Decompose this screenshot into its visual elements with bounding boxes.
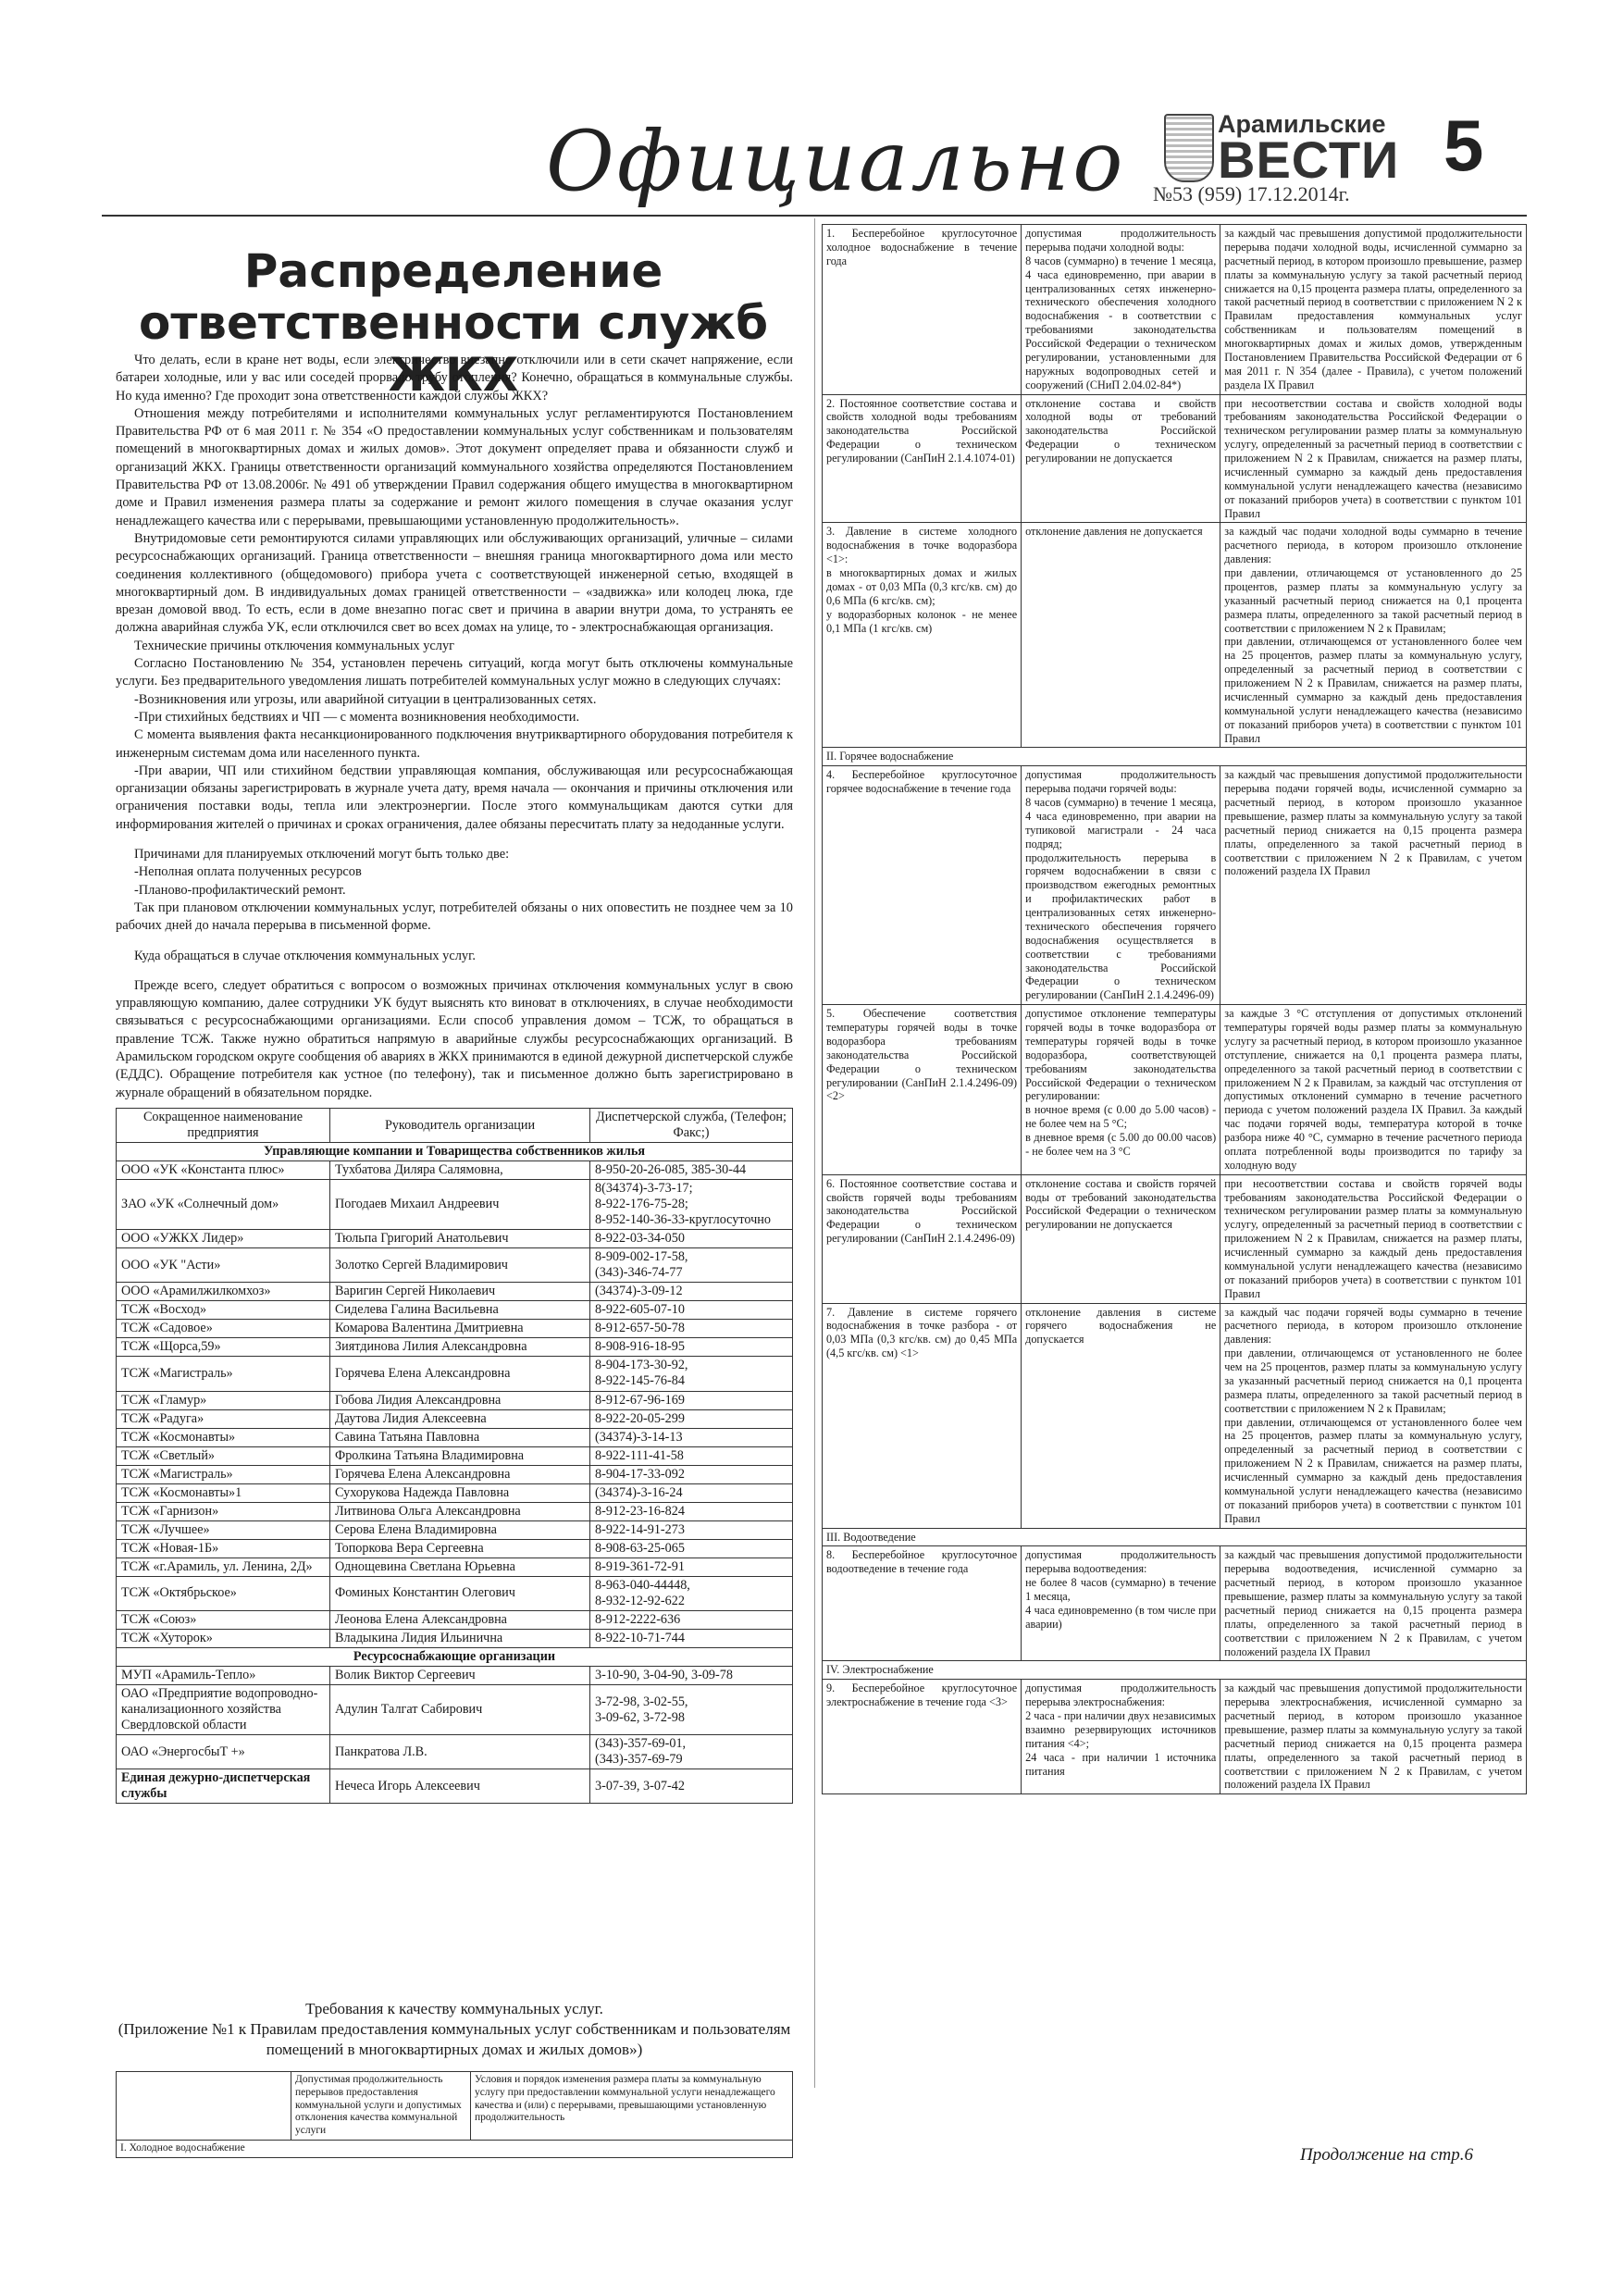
table-cell: Зиятдинова Лилия Александровна	[330, 1338, 590, 1357]
table-cell: Волик Виктор Сергеевич	[330, 1666, 590, 1684]
paragraph: Причинами для планируемых отключений могут быть только две:	[134, 847, 510, 863]
table-cell: Условия и порядок изменения размера платы за коммунальную услугу при предоставлении коммунальной услуги ненадлежащего качества и (или) с перерывами, превышающими установленную продолжительность	[471, 2072, 793, 2141]
issue-number: №53 (959) 17.12.2014г.	[1153, 182, 1350, 205]
table-row	[117, 1446, 793, 1465]
table-cell: 3-07-39, 3-07-42	[590, 1769, 793, 1804]
table-row	[823, 766, 1527, 1005]
table-cell: Однощевина Светлана Юрьевна	[330, 1558, 590, 1576]
table-cell: МУП «Арамиль-Тепло»	[117, 1666, 330, 1684]
table-row	[117, 1685, 793, 1735]
paragraph: -При аварии, ЧП или стихийном бедствии управляющая компания, обслуживающая или ресурсоснабжающая организации обязаны зарегистрировать в журнале учета дату, время начала — окончания и причины отключения или ограничения поставки воды, тепла или электроэнергии. После этого коммунальщикам даются сутки для информирования жителей о причинах и сроках ограничения, далее обязаны пересчитать плату за недоданные услуги.	[116, 763, 793, 832]
table-row	[117, 1338, 793, 1357]
table-row	[117, 1769, 793, 1804]
logo-top-text: Арамильские	[1218, 110, 1386, 138]
table-cell: 4. Бесперебойное круглосуточное горячее водоснабжение в течение года	[823, 766, 1022, 1005]
requirements-title	[116, 1999, 793, 2059]
table-row	[117, 1161, 793, 1180]
table-row	[117, 1180, 793, 1230]
table-cell: 3-72-98, 3-02-55, 3-09-62, 3-72-98	[590, 1685, 793, 1735]
paragraph: Что делать, если в кране нет воды, если электричество внезапно отключили или в сети скачет напряжение, если батареи холодные, или у вас или соседей прорвало трубу отопления? Конечно, обращаться в коммунальные службы. Но куда именно? Где проходит зона ответственности каждой службы ЖКХ?	[116, 353, 793, 403]
paragraph: Прежде всего, следует обратиться с вопросом о возможных причинах отключения коммунальных услуг в свою управляющую компанию, далее сотрудники УК будут выяснять кто виноват в отключениях, в случае необходимости связываться с ресурсоснабжающими организациями. Если способ управления домом – ТСЖ, то обращаться в правление ТСЖ. Также нужно обратиться напрямую в аварийные службы ресурсоснабжающих организаций. В Арамильском городском округе сообщения об авариях в ЖКХ принимаются в единой дежурной диспетчерской службе (ЕДДС). Обращение потребителя как устное (по телефону), так и письменное должно быть зарегистрировано в журнале обращений в обязательном порядке.	[116, 977, 793, 1100]
table-cell: 8-909-002-17-58, (343)-346-74-77	[590, 1248, 793, 1283]
table-row	[117, 1520, 793, 1539]
table-cell: 8. Бесперебойное круглосуточное водоотведение в течение года	[823, 1546, 1022, 1661]
table-cell: 8-912-2222-636	[590, 1610, 793, 1629]
coat-of-arms-icon	[1164, 114, 1214, 182]
table-cell: за каждый час превышения допустимой продолжительности перерыва подачи горячей воды, исчисленной суммарно за расчетный период, в котором произошло указанное превышение, размер платы за коммунальную услугу за такой расчетный период снижается на 0,15 процента размера платы, определенного за такой расчетный период в соответствии с приложением N 2 к Правилам, с учетом положений раздела IX Правил	[1220, 766, 1527, 1005]
table-cell: за каждый час превышения допустимой продолжительности перерыва электроснабжения, исчисленной суммарно за расчетный период, в котором произошло указанное превышение, размер платы за коммунальную услугу за такой расчетный период снижается на 0,15 процента размера платы, определенного за такой расчетный период в соответствии с приложением N 2 к Правилам, с учетом положений раздела IX Правил	[1220, 1680, 1527, 1794]
table-row	[117, 1610, 793, 1629]
table-cell: (34374)-3-16-24	[590, 1483, 793, 1502]
table-cell: Горячева Елена Александровна	[330, 1357, 590, 1391]
table-row	[117, 1629, 793, 1647]
table-row	[117, 1409, 793, 1428]
table-cell: 3-10-90, 3-04-90, 3-09-78	[590, 1666, 793, 1684]
table-cell: ТСЖ «Магистраль»	[117, 1465, 330, 1483]
table-cell: 8-908-63-25-065	[590, 1539, 793, 1558]
table-section: IV. Электроснабжение	[823, 1661, 1527, 1680]
requirements-line-2: (Приложение №1 к Правилам предоставления коммунальных услуг собственникам и пользователям помещений в многоквартирных домах и жилых домов»)	[118, 2019, 791, 2058]
table-cell: Даутова Лидия Алексеевна	[330, 1409, 590, 1428]
table-cell: ТСЖ «Новая-1Б»	[117, 1539, 330, 1558]
table-cell: 3. Давление в системе холодного водоснабжения в точке водоразбора <1>: в многоквартирных домах и жилых домах - от 0,03 МПа (0,3 кгс/кв. см) до 0,6 МПа (6 кгс/кв. см); у водоразборных колонок - не менее 0,1 МПа (1 кгс/кв. см)	[823, 523, 1022, 748]
table-cell: Золотко Сергей Владимирович	[330, 1248, 590, 1283]
table-cell: отклонение давления не допускается	[1022, 523, 1220, 748]
table-cell: 8-922-111-41-58	[590, 1446, 793, 1465]
table-cell: допустимая продолжительность перерыва подачи горячей воды: 8 часов (суммарно) в течение 1 месяца, 4 часа единовременно, при аварии на тупиковой магистрали - 24 часа подряд; продолжительность перерыва в горячем водоснабжении в связи с производством ежегодных ремонтных и профилактических работ в централизованных сетях инженерно-технического обеспечения горячего водоснабжения осуществляется в соответствии с требованиями законодательства Российской Федерации о техническом регулировании (СанПиН 2.1.4.2496-09)	[1022, 766, 1220, 1005]
paragraph: Куда обращаться в случае отключения коммунальных услуг.	[134, 948, 476, 963]
table-row	[117, 1666, 793, 1684]
table-section: III. Водоотведение	[823, 1528, 1527, 1546]
paragraph: -Неполная оплата полученных ресурсов	[134, 864, 362, 880]
paragraph: -При стихийных бедствиях и ЧП — с момента возникновения необходимости.	[134, 709, 580, 725]
table-cell: ОАО «ЭнергосбыТ +»	[117, 1735, 330, 1769]
table-cell	[117, 2072, 291, 2141]
table-cell: отклонение давления в системе горячего водоснабжения не допускается	[1022, 1303, 1220, 1528]
table-section: I. Холодное водоснабжение	[117, 2140, 793, 2157]
table-cell: ТСЖ «Октябрьское»	[117, 1576, 330, 1610]
table-cell: 2. Постоянное соответствие состава и свойств холодной воды требованиям законодательства Российской Федерации о техническом регулировании (СанПиН 2.1.4.1074-01)	[823, 394, 1022, 523]
table-cell: Единая дежурно-диспетчерская службы	[117, 1769, 330, 1804]
paragraph: -Возникновения или угрозы, или аварийной ситуации в централизованных сетях.	[134, 691, 597, 707]
paragraph: Отношения между потребителями и исполнителями коммунальных услуг регламентируются Постановлением Правительства РФ от 6 мая 2011 г. № 354 «О предоставлении коммунальных услуг собственникам и пользователям помещений в многоквартирных домах и жилых домов». Этот документ определяет права и обязанности служб и организаций ЖКХ. Границы ответственности организаций коммунального хозяйства определяются Постановлением Правительства РФ от 13.08.2006г. № 491 об утверждении Правил содержания общего имущества в многоквартирном доме и Правил изменения размера платы за содержание и ремонт жилого помещения в случае оказания услуг ненадлежащего качества или с перерывами, превышающими установленную продолжительность».	[116, 405, 793, 528]
table-row	[117, 1357, 793, 1391]
table-cell: 8-919-361-72-91	[590, 1558, 793, 1576]
table-section-row	[117, 1143, 793, 1161]
table-row	[117, 1301, 793, 1320]
requirements-table	[822, 224, 1527, 1794]
table-cell: ТСЖ «Хуторок»	[117, 1629, 330, 1647]
table-cell: 8-912-23-16-824	[590, 1502, 793, 1520]
column-header: Диспетчерской служба, (Телефон; Факс;)	[590, 1109, 793, 1143]
table-cell: Панкратова Л.В.	[330, 1735, 590, 1769]
column-header: Руководитель организации	[330, 1109, 590, 1143]
table-section-row	[117, 1647, 793, 1666]
table-cell: за каждый час подачи горячей воды суммарно в течение расчетного периода, в котором произошло отклонение давления: при давлении, отличающемся от установленного не более чем на 25 процентов, размер платы за коммунальную услугу за указанный расчетный период снижается на 0,1 процента размера платы, определенного за такой расчетный период в соответствии с приложением N 2 к Правилам; при давлении, отличающемся от установленного более чем на 25 процентов, размер платы за коммунальную услугу, определенный за расчетный период в соответствии с приложением N 2 к Правилам, снижается на размер платы, исчисленный суммарно за каждый день предоставления коммунальной услуги ненадлежащего качества (независимо от показаний приборов учета) в соответствии с пунктом 101 Правил	[1220, 1303, 1527, 1528]
table-section: Ресурсоснабжающие организации	[117, 1647, 793, 1666]
table-cell: 8-963-040-44448, 8-932-12-92-622	[590, 1576, 793, 1610]
continuation-note: Продолжение на стр.6	[1300, 2145, 1473, 2165]
table-row	[117, 1230, 793, 1248]
table-cell: Допустимая продолжительность перерывов предоставления коммунальной услуги и допустимых отклонения качества коммунальной услуги	[291, 2072, 471, 2141]
table-cell: Владыкина Лидия Ильинична	[330, 1629, 590, 1647]
table-cell: Комарова Валентина Дмитриевна	[330, 1320, 590, 1338]
table-cell: Леонова Елена Александровна	[330, 1610, 590, 1629]
table-row	[823, 1303, 1527, 1528]
table-row	[117, 1320, 793, 1338]
table-cell: Фоминых Константин Олегович	[330, 1576, 590, 1610]
table-cell: ООО «УЖКХ Лидер»	[117, 1230, 330, 1248]
table-cell: за каждый час превышения допустимой продолжительности перерыва водоотведения, исчисленной суммарно за расчетный период, в котором произошло указанное превышение, размер платы за коммунальную услугу за такой расчетный период снижается на 0,15 процента размера платы, определенного за такой расчетный период в соответствии с приложением N 2 к Правилам, с учетом положений раздела IX Правил	[1220, 1546, 1527, 1661]
table-row	[117, 1502, 793, 1520]
table-cell: при несоответствии состава и свойств холодной воды требованиям законодательства Российской Федерации о техническом регулировании размер платы за коммунальную услугу, определенный за расчетный период в соответствии с приложением N 2 к Правилам, снижается на размер платы, исчисленный суммарно за каждый день предоставления коммунальной услуги ненадлежащего качества (независимо от показаний приборов учета) в соответствии с пунктом 101 Правил	[1220, 394, 1527, 523]
table-row	[823, 394, 1527, 523]
table-cell: Тюльпа Григорий Анатольевич	[330, 1230, 590, 1248]
article-body	[116, 352, 793, 1102]
table-cell: допустимая продолжительность перерыва электроснабжения: 2 часа - при наличии двух независимых взаимно резервирующих источников питания <4>; 24 часа - при наличии 1 источника питания	[1022, 1680, 1220, 1794]
headline-line-1: Распределение	[243, 244, 663, 298]
table-row	[823, 1174, 1527, 1303]
table-cell: 8-904-173-30-92, 8-922-145-76-84	[590, 1357, 793, 1391]
table-row	[823, 1005, 1527, 1175]
table-row	[117, 1558, 793, 1576]
table-row	[823, 748, 1527, 766]
table-cell: 8-922-14-91-273	[590, 1520, 793, 1539]
headline-line-2: ответственности служб ЖКХ	[138, 296, 769, 402]
table-cell: Серова Елена Владимировна	[330, 1520, 590, 1539]
table-row	[823, 225, 1527, 395]
table-cell: допустимое отклонение температуры горячей воды в точке водоразбора от температуры горячей воды в точке водоразбора, соответствующей требованиям законодательства Российской Федерации о техническом регулировании: в ночное время (с 0.00 до 5.00 часов) - не более чем на 5 °C; в дневное время (с 5.00 до 00.00 часов) - не более чем на 3 °C	[1022, 1005, 1220, 1175]
column-divider	[814, 218, 815, 2088]
requirements-line-1: Требования к качеству коммунальных услуг.	[305, 2000, 603, 2017]
table-cell: ТСЖ «Гламур»	[117, 1391, 330, 1409]
table-cell: Фролкина Татьяна Владимировна	[330, 1446, 590, 1465]
table-row	[823, 523, 1527, 748]
table-cell: за каждый час превышения допустимой продолжительности перерыва подачи холодной воды, исчисленной суммарно за расчетный период, в котором произошло превышение, размер платы за коммунальную услугу за такой расчетный период снижается на 0,15 процента размера платы, определенного за такой расчетный период в соответствии с приложением N 2 к Правилам предоставления коммунальных услуг собственникам и пользователям помещений в многоквартирных домах и жилых домов, утвержденным Постановлением Правительства Российской Федерации от 6 мая 2011 г. N 354 (далее - Правила), с учетом положений раздела IX Правил	[1220, 225, 1527, 395]
table-row	[823, 1528, 1527, 1546]
page-number: 5	[1443, 105, 1484, 186]
table-row	[117, 2072, 793, 2141]
table-cell: Тухбатова Диляра Салямовна,	[330, 1161, 590, 1180]
table-section: Управляющие компании и Товарищества собственников жилья	[117, 1143, 793, 1161]
table-section: II. Горячее водоснабжение	[823, 748, 1527, 766]
table-cell: 8-912-657-50-78	[590, 1320, 793, 1338]
table-row	[117, 1428, 793, 1446]
table-cell: ООО «УК "Асти»	[117, 1248, 330, 1283]
table-cell: ООО «Арамилжилкомхоз»	[117, 1283, 330, 1301]
table-cell: Топоркова Вера Сергеевна	[330, 1539, 590, 1558]
paragraph: Так при плановом отключении коммунальных услуг, потребителей обязаны о них оповестить не позднее чем за 10 рабочих дней до начала перерыва в письменной форме.	[116, 900, 793, 934]
table-cell: допустимая продолжительность перерыва подачи холодной воды: 8 часов (суммарно) в течение 1 месяца, 4 часа единовременно, при аварии в централизованных сетях инженерно-технического обеспечения холодного водоснабжения - в соответствии с требованиями законодательства Российской Федерации о техническом регулировании, установленными для наружных водопроводных сетей и сооружений (СНиП 2.04.02-84*)	[1022, 225, 1220, 395]
table-header-row	[117, 1109, 793, 1143]
table-row	[117, 1465, 793, 1483]
table-cell: при несоответствии состава и свойств горячей воды требованиям законодательства Российской Федерации о техническом регулировании размер платы за коммунальную услугу, определенный за расчетный период в соответствии с приложением N 2 к Правилам, снижается на размер платы, исчисленный суммарно за каждый день предоставления коммунальной услуги ненадлежащего качества (независимо от показаний приборов учета) в соответствии с пунктом 101 Правил	[1220, 1174, 1527, 1303]
table-cell: отклонение состава и свойств горячей воды от требований законодательства Российской Федерации о техническом регулировании не допускается	[1022, 1174, 1220, 1303]
table-cell: 8-922-03-34-050	[590, 1230, 793, 1248]
table-cell: ТСЖ «Союз»	[117, 1610, 330, 1629]
table-cell: ТСЖ «Гарнизон»	[117, 1502, 330, 1520]
table-cell: ООО «УК «Константа плюс»	[117, 1161, 330, 1180]
table-cell: (343)-357-69-01, (343)-357-69-79	[590, 1735, 793, 1769]
table-cell: за каждый час подачи холодной воды суммарно в течение расчетного периода, в котором произошло отклонение давления: при давлении, отличающемся от установленного до 25 процентов, размер платы за коммунальную услугу за указанный расчетный период снижается на 0,1 процента размера платы, определенного за такой расчетный период в соответствии с приложением N 2 к Правилам; при давлении, отличающемся от установленного более чем на 25 процентов, размер платы за коммунальную услугу, определенный за расчетный период в соответствии с приложением N 2 к Правилам, снижается на размер платы, исчисленный суммарно за каждый день предоставления коммунальной услуги ненадлежащего качества (независимо от показаний приборов учета) в соответствии с пунктом 101 Правил	[1220, 523, 1527, 748]
table-cell: отклонение состава и свойств холодной воды от требований законодательства Российской Федерации о техническом регулировании не допускается	[1022, 394, 1220, 523]
table-cell: Нечеса Игорь Алексеевич	[330, 1769, 590, 1804]
header-rule	[102, 215, 1527, 217]
table-cell: ТСЖ «Садовое»	[117, 1320, 330, 1338]
table-cell: 7. Давление в системе горячего водоснабжения в точке разбора - от 0,03 МПа (0,3 кгс/кв. см) до 0,45 МПа (4,5 кгс/кв. см) <1>	[823, 1303, 1022, 1528]
table-cell: Гобова Лидия Александровна	[330, 1391, 590, 1409]
table-cell: 8-922-10-71-744	[590, 1629, 793, 1647]
table-cell: за каждые 3 °C отступления от допустимых отклонений температуры горячей воды размер платы за коммунальную услугу за расчетный период, в котором произошло указанное отступление, снижается на 0,1 процента размера платы, определенного за такой расчетный период в соответствии с приложением N 2 к Правилам, за каждый час отступления от допустимых отклонений суммарно в течение расчетного периода с учетом положений раздела IX Правил. За каждый час подачи горячей воды, температура которой в точке разбора ниже 40 °C, суммарно в течение расчетного периода оплата потребленной воды производится по тарифу за холодную воду	[1220, 1005, 1527, 1175]
table-cell: ТСЖ «Светлый»	[117, 1446, 330, 1465]
table-cell: ТСЖ «г.Арамиль, ул. Ленина, 2Д»	[117, 1558, 330, 1576]
table-row	[117, 1735, 793, 1769]
table-cell: Горячева Елена Александровна	[330, 1465, 590, 1483]
column-header: Сокращенное наименование предприятия	[117, 1109, 330, 1143]
table-cell: ТСЖ «Космонавты»	[117, 1428, 330, 1446]
table-cell: 8-950-20-26-085, 385-30-44	[590, 1161, 793, 1180]
paragraph: -Планово-профилактический ремонт.	[134, 882, 346, 898]
table-cell: ТСЖ «Щорса,59»	[117, 1338, 330, 1357]
table-cell: ОАО «Предприятие водопроводно-канализационного хозяйства Свердловской области	[117, 1685, 330, 1735]
table-cell: 8-904-17-33-092	[590, 1465, 793, 1483]
table-row	[117, 1576, 793, 1610]
table-cell: 5. Обеспечение соответствия температуры горячей воды в точке водоразбора требованиям законодательства Российской Федерации о техническом регулировании (СанПиН 2.1.4.2496-09) <2>	[823, 1005, 1022, 1175]
paragraph: Технические причины отключения коммунальных услуг	[134, 638, 455, 653]
table-row	[117, 1248, 793, 1283]
table-cell: ТСЖ «Космонавты»1	[117, 1483, 330, 1502]
table-cell: Варигин Сергей Николаевич	[330, 1283, 590, 1301]
table-cell: ТСЖ «Радуга»	[117, 1409, 330, 1428]
table-cell: (34374)-3-14-13	[590, 1428, 793, 1446]
table-cell: 1. Бесперебойное круглосуточное холодное водоснабжение в течение года	[823, 225, 1022, 395]
table-cell: 8-922-605-07-10	[590, 1301, 793, 1320]
table-cell: Сиделева Галина Васильевна	[330, 1301, 590, 1320]
table-cell: ТСЖ «Магистраль»	[117, 1357, 330, 1391]
table-cell: Адулин Талгат Сабирович	[330, 1685, 590, 1735]
logo-main-text: ВЕСТИ	[1218, 130, 1400, 189]
table-row	[823, 1661, 1527, 1680]
table-cell: 6. Постоянное соответствие состава и свойств горячей воды требованиям законодательства Российской Федерации о техническом регулировании (СанПиН 2.1.4.2496-09)	[823, 1174, 1022, 1303]
table-row	[117, 1539, 793, 1558]
table-row	[823, 1546, 1527, 1661]
table-row	[117, 2140, 793, 2157]
table-cell: ЗАО «УК «Солнечный дом»	[117, 1180, 330, 1230]
table-cell: допустимая продолжительность перерыва водоотведения: не более 8 часов (суммарно) в течение 1 месяца, 4 часа единовременно (в том числе при аварии)	[1022, 1546, 1220, 1661]
table-row	[823, 1680, 1527, 1794]
table-row	[117, 1391, 793, 1409]
quality-table-head	[116, 2071, 793, 2158]
table-cell: Литвинова Ольга Александровна	[330, 1502, 590, 1520]
table-cell: 8(34374)-3-73-17; 8-922-176-75-28; 8-952-140-36-33-круглосуточно	[590, 1180, 793, 1230]
paragraph: Согласно Постановлению № 354, установлен перечень ситуаций, когда могут быть отключены коммунальные услуги. Без предварительного уведомления лишать потребителей коммунальных услуг можно в следующих случаях:	[116, 656, 793, 689]
paragraph: Внутридомовые сети ремонтируются силами управляющих или обслуживающих организаций, уличные – силами ресурсоснабжающих организаций. Граница ответственности – внешняя граница многоквартирного дома или место соединения коллективного (общедомового) прибора учета с соответствующей инженерной сетью, входящей в многоквартирный дом. В индивидуальных домах границей ответственности – «задвижка» или колодец люка, где врезан домовой ввод. То есть, если в доме внезапно погас свет и причина в аварии внутри дома, то устранять ее должна аварийная служба УК, если отключился свет во всех домах на улице, то - электроснабжающая организация.	[116, 530, 793, 636]
table-cell: Савина Татьяна Павловна	[330, 1428, 590, 1446]
table-cell: ТСЖ «Восход»	[117, 1301, 330, 1320]
paragraph: С момента выявления факта несанкционированного подключения внутриквартирного оборудования потребителя к инженерным системам дома или населенного пункта.	[116, 727, 793, 761]
table-cell: 8-908-916-18-95	[590, 1338, 793, 1357]
contacts-table	[116, 1108, 793, 1804]
table-row	[117, 1283, 793, 1301]
section-title: Официально	[546, 113, 1126, 210]
table-cell: 8-912-67-96-169	[590, 1391, 793, 1409]
table-cell: 8-922-20-05-299	[590, 1409, 793, 1428]
table-cell: ТСЖ «Лучшее»	[117, 1520, 330, 1539]
table-row	[117, 1483, 793, 1502]
table-cell: Сухорукова Надежда Павловна	[330, 1483, 590, 1502]
table-cell: Погодаев Михаил Андреевич	[330, 1180, 590, 1230]
table-cell: 9. Бесперебойное круглосуточное электроснабжение в течение года <3>	[823, 1680, 1022, 1794]
table-cell: (34374)-3-09-12	[590, 1283, 793, 1301]
